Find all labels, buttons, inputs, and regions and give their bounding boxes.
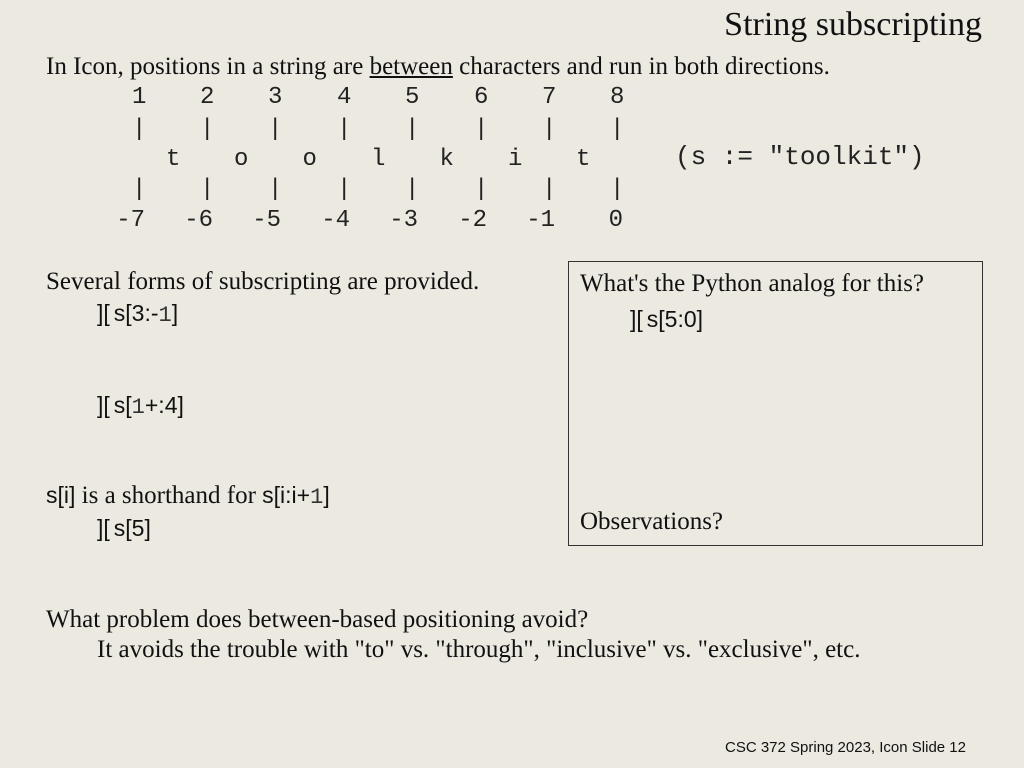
slide-title: String subscripting bbox=[724, 6, 982, 43]
negative-position: -7 bbox=[116, 207, 145, 234]
prompt: ][ bbox=[630, 306, 643, 332]
position-separator: | bbox=[200, 116, 215, 143]
negative-position: -6 bbox=[184, 207, 213, 234]
prompt: ][ bbox=[97, 392, 110, 418]
intro-after: characters and run in both directions. bbox=[452, 53, 830, 80]
position-separator: | bbox=[474, 176, 489, 203]
problem-question: What problem does between-based positioning avoid? bbox=[46, 606, 589, 633]
string-character: k bbox=[439, 146, 454, 173]
position-separator: | bbox=[268, 176, 283, 203]
shorthand-line bbox=[46, 482, 330, 510]
positive-position: 8 bbox=[610, 84, 625, 111]
position-separator: | bbox=[132, 116, 147, 143]
position-separator: | bbox=[610, 176, 625, 203]
negative-position: -2 bbox=[458, 207, 487, 234]
slide-footer: CSC 372 Spring 2023, Icon Slide 12 bbox=[725, 739, 966, 756]
code-a: s[5] bbox=[113, 515, 151, 541]
shorthand-c: s[i:i+ bbox=[262, 482, 311, 508]
code-c: ] bbox=[171, 300, 179, 326]
box-code: s[5:0] bbox=[646, 306, 704, 332]
string-character: i bbox=[508, 146, 523, 173]
example-3 bbox=[97, 515, 151, 542]
position-separator: | bbox=[405, 116, 420, 143]
position-separator: | bbox=[405, 176, 420, 203]
positive-position: 3 bbox=[268, 84, 283, 111]
code-a: s[ bbox=[113, 392, 132, 418]
string-character: o bbox=[302, 146, 317, 173]
box-example bbox=[630, 306, 703, 333]
intro-text bbox=[46, 53, 830, 81]
shorthand-a: s[i] bbox=[46, 482, 76, 508]
string-character: o bbox=[234, 146, 249, 173]
position-separator: | bbox=[542, 116, 557, 143]
code-b: 1 bbox=[131, 395, 145, 420]
positive-position: 2 bbox=[200, 84, 215, 111]
negative-position: -4 bbox=[321, 207, 350, 234]
position-separator: | bbox=[337, 176, 352, 203]
negative-position: 0 bbox=[608, 207, 623, 234]
negative-position: -5 bbox=[252, 207, 281, 234]
forms-heading: Several forms of subscripting are provided. bbox=[46, 268, 480, 295]
shorthand-d: 1 bbox=[310, 485, 324, 510]
position-separator: | bbox=[268, 116, 283, 143]
code-a: s[3:- bbox=[113, 300, 159, 326]
box-observations: Observations? bbox=[580, 508, 724, 535]
assignment-code: (s := "toolkit") bbox=[675, 142, 925, 172]
positive-position: 1 bbox=[132, 84, 147, 111]
negative-position: -3 bbox=[389, 207, 418, 234]
positive-position: 4 bbox=[337, 84, 352, 111]
example-1 bbox=[97, 300, 178, 328]
intro-before: In Icon, positions in a string are bbox=[46, 53, 370, 80]
position-separator: | bbox=[474, 116, 489, 143]
position-separator: | bbox=[610, 116, 625, 143]
positive-position: 6 bbox=[474, 84, 489, 111]
code-c: +:4] bbox=[144, 392, 184, 418]
string-character: l bbox=[371, 146, 386, 173]
negative-position: -1 bbox=[526, 207, 555, 234]
code-b: 1 bbox=[158, 303, 172, 328]
positive-position: 5 bbox=[405, 84, 420, 111]
position-separator: | bbox=[132, 176, 147, 203]
shorthand-b: is a shorthand for bbox=[75, 482, 263, 509]
box-question: What's the Python analog for this? bbox=[580, 270, 925, 297]
position-separator: | bbox=[542, 176, 557, 203]
shorthand-e: ] bbox=[323, 482, 330, 508]
intro-between: between bbox=[369, 53, 453, 80]
positive-position: 7 bbox=[542, 84, 557, 111]
prompt: ][ bbox=[97, 300, 110, 326]
position-separator: | bbox=[200, 176, 215, 203]
example-2 bbox=[97, 392, 184, 420]
problem-answer: It avoids the trouble with "to" vs. "through", "inclusive" vs. "exclusive", etc. bbox=[97, 636, 861, 663]
prompt: ][ bbox=[97, 515, 110, 541]
string-character: t bbox=[166, 146, 181, 173]
position-separator: | bbox=[337, 116, 352, 143]
string-character: t bbox=[576, 146, 591, 173]
python-analog-box bbox=[568, 261, 983, 546]
